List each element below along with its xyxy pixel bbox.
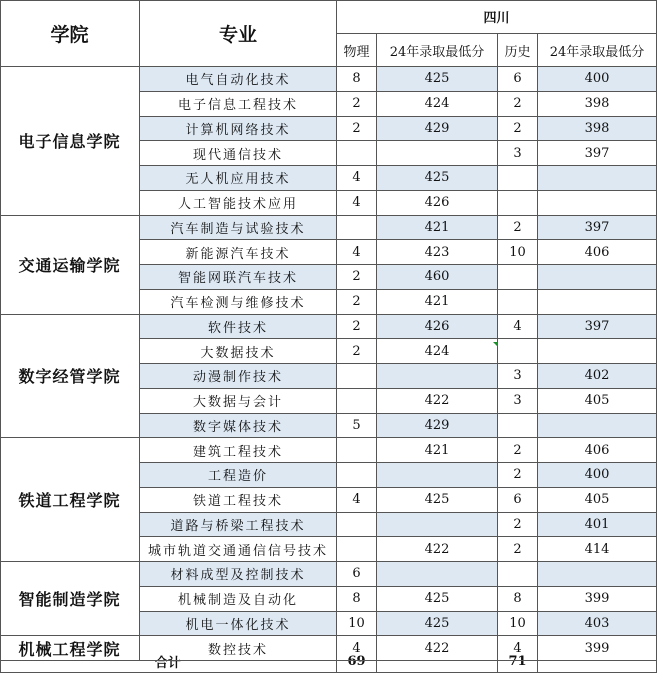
history-min-score-cell: 403: [538, 612, 657, 637]
history-count-cell: 6: [498, 67, 538, 92]
physics-min-score-cell: [377, 364, 498, 389]
history-min-score-cell: 399: [538, 587, 657, 612]
physics-count-cell: 8: [337, 587, 377, 612]
history-min-score-cell: [538, 166, 657, 191]
major-cell: 铁道工程技术: [140, 488, 337, 513]
history-count-cell: 2: [498, 92, 538, 117]
history-min-score-cell: 400: [538, 67, 657, 92]
header-physics: 物理: [337, 34, 377, 67]
physics-count-cell: 6: [337, 562, 377, 587]
college-name-cell: 交通运输学院: [0, 216, 140, 315]
major-cell: 机械制造及自动化: [140, 587, 337, 612]
history-count-cell: 2: [498, 463, 538, 488]
major-cell: 建筑工程技术: [140, 438, 337, 463]
history-count-cell: 2: [498, 513, 538, 538]
history-count-cell: 3: [498, 389, 538, 414]
physics-count-cell: 5: [337, 414, 377, 439]
college-name-cell: 电子信息学院: [0, 67, 140, 216]
history-count-cell: 2: [498, 537, 538, 562]
history-count-cell: 10: [498, 240, 538, 265]
major-cell: 大数据与会计: [140, 389, 337, 414]
college-name-cell: 数字经管学院: [0, 315, 140, 439]
history-min-score-cell: 399: [538, 636, 657, 661]
physics-min-score-cell: 421: [377, 438, 498, 463]
physics-count-cell: 4: [337, 636, 377, 661]
physics-min-score-cell: 422: [377, 389, 498, 414]
major-cell: 现代通信技术: [140, 141, 337, 166]
physics-min-score-cell: 460: [377, 265, 498, 290]
major-cell: 城市轨道交通通信信号技术: [140, 537, 337, 562]
history-count-cell: 8: [498, 587, 538, 612]
physics-min-score-cell: 421: [377, 216, 498, 241]
major-cell: 计算机网络技术: [140, 117, 337, 142]
physics-count-cell: 4: [337, 240, 377, 265]
history-min-score-cell: [538, 339, 657, 364]
physics-min-score-cell: 425: [377, 488, 498, 513]
physics-min-score-cell: 422: [377, 636, 498, 661]
major-cell: 无人机应用技术: [140, 166, 337, 191]
physics-count-cell: 2: [337, 92, 377, 117]
history-count-cell: [498, 339, 538, 364]
physics-count-cell: [337, 141, 377, 166]
history-min-score-cell: [538, 414, 657, 439]
physics-count-cell: [337, 364, 377, 389]
history-count-cell: 2: [498, 438, 538, 463]
history-min-score-cell: [538, 562, 657, 587]
history-min-score-cell: [538, 265, 657, 290]
total-history: 71: [498, 650, 538, 673]
history-min-score-cell: 398: [538, 117, 657, 142]
history-min-score-cell: 397: [538, 141, 657, 166]
physics-count-cell: [337, 438, 377, 463]
cell-comment-marker: [493, 342, 498, 347]
physics-count-cell: 2: [337, 265, 377, 290]
physics-count-cell: 8: [337, 67, 377, 92]
physics-count-cell: [337, 537, 377, 562]
history-count-cell: [498, 166, 538, 191]
physics-count-cell: 2: [337, 290, 377, 315]
physics-count-cell: [337, 389, 377, 414]
major-cell: 汽车制造与试验技术: [140, 216, 337, 241]
physics-min-score-cell: [377, 562, 498, 587]
header-major: 专业: [140, 0, 337, 67]
physics-count-cell: [337, 513, 377, 538]
history-count-cell: 4: [498, 315, 538, 340]
major-cell: 工程造价: [140, 463, 337, 488]
history-min-score-cell: [538, 191, 657, 216]
major-cell: 汽车检测与维修技术: [140, 290, 337, 315]
major-cell: 软件技术: [140, 315, 337, 340]
major-cell: 道路与桥梁工程技术: [140, 513, 337, 538]
history-min-score-cell: 401: [538, 513, 657, 538]
major-cell: 数字媒体技术: [140, 414, 337, 439]
header-history-min-score: 24年录取最低分: [538, 34, 657, 67]
history-count-cell: [498, 265, 538, 290]
history-count-cell: [498, 414, 538, 439]
physics-min-score-cell: 424: [377, 339, 498, 364]
total-label: 合计: [0, 650, 337, 673]
physics-count-cell: [337, 216, 377, 241]
physics-min-score-cell: 429: [377, 414, 498, 439]
header-college: 学院: [0, 0, 140, 67]
physics-count-cell: 2: [337, 315, 377, 340]
physics-min-score-cell: [377, 513, 498, 538]
history-count-cell: 3: [498, 364, 538, 389]
major-cell: 人工智能技术应用: [140, 191, 337, 216]
college-name-cell: 机械工程学院: [0, 636, 140, 661]
history-min-score-cell: 398: [538, 92, 657, 117]
history-count-cell: 2: [498, 216, 538, 241]
history-count-cell: 6: [498, 488, 538, 513]
major-cell: 大数据技术: [140, 339, 337, 364]
history-min-score-cell: 406: [538, 240, 657, 265]
header-province: 四川: [337, 0, 657, 34]
major-cell: 机电一体化技术: [140, 612, 337, 637]
physics-count-cell: [337, 463, 377, 488]
history-min-score-cell: 397: [538, 216, 657, 241]
physics-count-cell: 2: [337, 339, 377, 364]
history-count-cell: 10: [498, 612, 538, 637]
physics-min-score-cell: 429: [377, 117, 498, 142]
college-name-cell: 智能制造学院: [0, 562, 140, 636]
physics-min-score-cell: 425: [377, 612, 498, 637]
physics-min-score-cell: 423: [377, 240, 498, 265]
header-physics-min-score: 24年录取最低分: [377, 34, 498, 67]
physics-min-score-cell: 421: [377, 290, 498, 315]
physics-count-cell: 2: [337, 117, 377, 142]
major-cell: 动漫制作技术: [140, 364, 337, 389]
physics-min-score-cell: 426: [377, 191, 498, 216]
header-history: 历史: [498, 34, 538, 67]
physics-count-cell: 4: [337, 166, 377, 191]
physics-min-score-cell: 422: [377, 537, 498, 562]
physics-min-score-cell: [377, 141, 498, 166]
physics-count-cell: 10: [337, 612, 377, 637]
history-count-cell: 3: [498, 141, 538, 166]
physics-min-score-cell: 425: [377, 166, 498, 191]
history-min-score-cell: 406: [538, 438, 657, 463]
physics-count-cell: 4: [337, 191, 377, 216]
history-count-cell: 4: [498, 636, 538, 661]
physics-min-score-cell: 425: [377, 587, 498, 612]
total-physics: 69: [337, 650, 377, 673]
history-count-cell: 2: [498, 117, 538, 142]
major-cell: 电气自动化技术: [140, 67, 337, 92]
physics-min-score-cell: [377, 463, 498, 488]
major-cell: 电子信息工程技术: [140, 92, 337, 117]
history-count-cell: [498, 191, 538, 216]
history-count-cell: [498, 290, 538, 315]
history-min-score-cell: [538, 290, 657, 315]
history-count-cell: [498, 562, 538, 587]
college-name-cell: 铁道工程学院: [0, 438, 140, 562]
major-cell: 新能源汽车技术: [140, 240, 337, 265]
major-cell: 数控技术: [140, 636, 337, 661]
physics-count-cell: 4: [337, 488, 377, 513]
history-min-score-cell: 405: [538, 488, 657, 513]
physics-min-score-cell: 425: [377, 67, 498, 92]
history-min-score-cell: 397: [538, 315, 657, 340]
history-min-score-cell: 414: [538, 537, 657, 562]
major-cell: 智能网联汽车技术: [140, 265, 337, 290]
physics-min-score-cell: 424: [377, 92, 498, 117]
major-cell: 材料成型及控制技术: [140, 562, 337, 587]
physics-min-score-cell: 426: [377, 315, 498, 340]
history-min-score-cell: 405: [538, 389, 657, 414]
history-min-score-cell: 402: [538, 364, 657, 389]
history-min-score-cell: 400: [538, 463, 657, 488]
